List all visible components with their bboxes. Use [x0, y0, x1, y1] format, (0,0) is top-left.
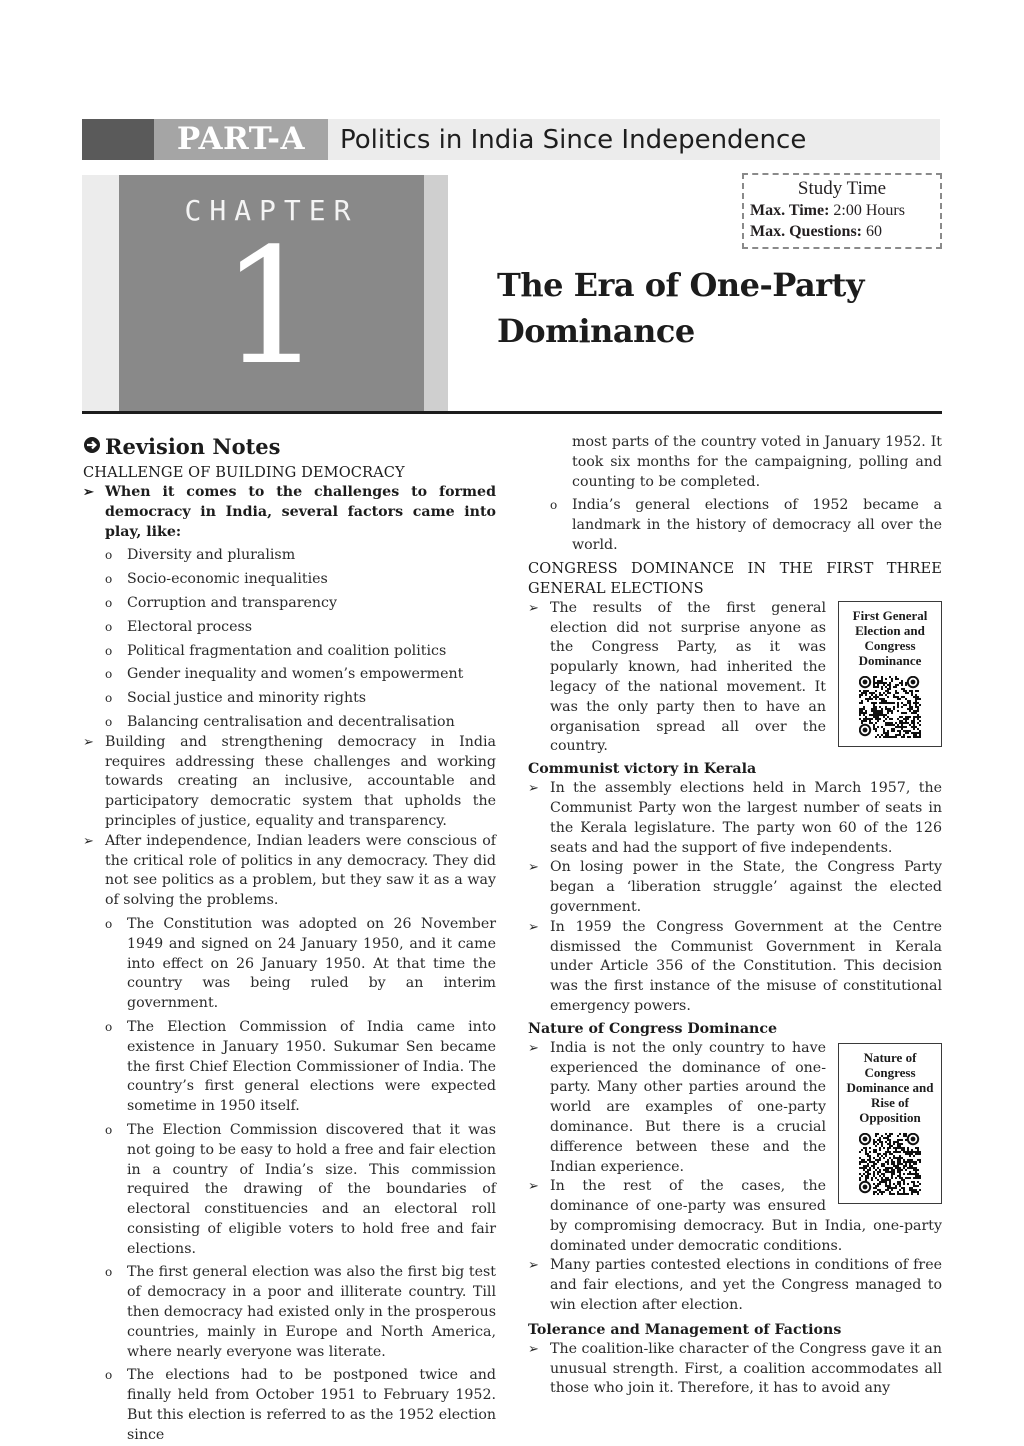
bullet-building — [83, 733, 496, 832]
sub-point-text: The elections had to be postponed twice and finally held from October 1951 to February 1952. But this election is referred to as the 1952 election since — [127, 1367, 496, 1443]
heading-factions: Tolerance and Management of Factions — [528, 1321, 842, 1338]
bullet-first-election — [528, 599, 942, 757]
circle-bullet-icon: o — [550, 498, 558, 513]
arrow-right-circle-icon — [83, 432, 101, 462]
bullet-intro — [83, 483, 496, 542]
list-item — [83, 642, 496, 662]
circle-bullet-icon: o — [105, 667, 113, 682]
circle-bullet-icon: o — [105, 1122, 113, 1137]
bullet-factions — [528, 1340, 942, 1399]
sub-point-text: India’s general elections of 1952 became a landmark in the history of democracy all over the world. — [572, 497, 942, 553]
chapter-title-line-2: Dominance — [497, 312, 695, 350]
chapter-title-line-1: The Era of One-Party — [497, 266, 864, 304]
arrow-bullet-icon: ➢ — [528, 860, 539, 876]
qr-card-title: Nature of Congress Dominance and Rise of Opposition — [846, 1049, 934, 1125]
factor-text: Political fragmentation and coalition politics — [127, 642, 447, 659]
bullet-text: In 1959 the Congress Government at the Centre dismissed the Communist Government in Kerala under Article 356 of the Constitution. This decision was the first instance of the misuse of constitutional emergency powers. — [550, 918, 942, 1014]
list-item — [83, 665, 496, 685]
heading-kerala: Communist victory in Kerala — [528, 761, 757, 778]
bullet-text: The coalition-like character of the Congress gave it an unusual strength. First, a coalition accommodates all those who join it. Therefore, it has to avoid any — [550, 1340, 942, 1397]
bullet-kerala — [528, 779, 942, 858]
max-time-value: 2:00 Hours — [833, 202, 905, 219]
nature-block — [528, 1039, 942, 1316]
circle-bullet-icon: o — [105, 572, 113, 587]
circle-bullet-icon: o — [105, 1368, 113, 1383]
revision-notes-heading — [83, 432, 496, 462]
bullet-nature — [528, 1039, 942, 1178]
bullet-text: On losing power in the State, the Congress Party began a ‘liberation struggle’ against the elected government. — [550, 859, 942, 915]
bullet-text: After independence, Indian leaders were conscious of the critical role of politics in any democracy. They did not see politics as a problem, but they saw it as a way of solving the problems. — [105, 832, 496, 909]
bullet-text: India is not the only country to have experienced the dominance of one-party. Many other parties around the world are examples of one-party dominance. But there is a crucial difference between these and the Indian experience. — [550, 1039, 826, 1175]
max-time-label: Max. Time: — [750, 202, 830, 219]
sub-point — [83, 915, 496, 1014]
arrow-bullet-icon: ➢ — [83, 485, 94, 500]
revision-notes-label: Revision Notes — [105, 434, 281, 459]
bullet-text: The results of the first general election did not surprise anyone as the Congress Party, as it was popularly known, had inherited the legacy of the national movement. It was the only party then to have an organisation spread all over the country. — [550, 599, 826, 755]
arrow-bullet-icon: ➢ — [528, 600, 539, 616]
circle-bullet-icon: o — [105, 619, 113, 634]
list-item — [83, 594, 496, 614]
heading-nature: Nature of Congress Dominance — [528, 1020, 778, 1037]
left-column — [83, 432, 496, 1446]
sub-point — [83, 1018, 496, 1117]
circle-bullet-icon: o — [105, 691, 113, 706]
right-column — [528, 433, 942, 1399]
sub-point — [83, 1263, 496, 1362]
sub-point-text: The Election Commission discovered that it was not going to be easy to hold a free and fair election in a country of India’s size. This commission required the drawing of the boundaries of electoral constituencies and an electoral roll consisting of eligible voters to hold free and fair elections. — [127, 1121, 496, 1257]
chapter-word: CHAPTER — [184, 194, 359, 227]
list-item — [83, 618, 496, 638]
continuation-text: most parts of the country voted in January 1952. It took six months for the campaigning, polling and counting to be completed. — [572, 434, 942, 490]
section-heading-congress-dominance: CONGRESS DOMINANCE IN THE FIRST THREE GENERAL ELECTIONS — [528, 559, 942, 597]
list-item — [83, 689, 496, 709]
sub-point-text: The Constitution was adopted on 26 November 1949 and signed on 24 January 1950, and it came into effect on 26 January 1950. At that time the country was being ruled by an interim government. — [127, 915, 496, 1012]
list-item — [83, 713, 496, 733]
factor-text: Socio-economic inequalities — [127, 571, 328, 588]
sub-point-text: The first general election was also the first big test of democracy in a poor and illiterate country. Till then democracy had existed only in the prosperous countries, mainly in Europe and North America, where nearly everyone was literate. — [127, 1264, 496, 1360]
arrow-bullet-icon: ➢ — [528, 1258, 539, 1274]
list-item — [83, 546, 496, 566]
bullet-nature — [528, 1177, 942, 1256]
max-questions-value: 60 — [866, 223, 882, 240]
factor-text: Electoral process — [127, 618, 253, 635]
circle-bullet-icon: o — [105, 1265, 113, 1280]
factor-text: Social justice and minority rights — [127, 690, 367, 707]
study-time-box — [742, 173, 942, 249]
study-time-title: Study Time — [797, 178, 887, 199]
header-divider — [82, 411, 942, 414]
first-election-block — [528, 599, 942, 757]
bullet-after-independence — [83, 832, 496, 911]
factor-text: Balancing centralisation and decentralisation — [127, 713, 455, 730]
circle-bullet-icon: o — [105, 714, 113, 729]
part-title: Politics in India Since Independence — [340, 125, 807, 155]
arrow-bullet-icon: ➢ — [83, 734, 94, 750]
chapter-box-edge — [424, 175, 448, 412]
chapter-number: 1 — [220, 213, 323, 400]
part-label: PART-A — [154, 119, 328, 160]
factor-text: Corruption and transparency — [127, 594, 337, 611]
bullet-kerala — [528, 858, 942, 917]
circle-bullet-icon: o — [105, 916, 113, 931]
chapter-title — [497, 262, 917, 354]
arrow-bullet-icon: ➢ — [528, 1179, 539, 1195]
bullet-text: Building and strengthening democracy in India requires addressing these challenges and working towards creating an inclusive, accountable and participatory democratic system that upholds the principles of justice, equality and transparency. — [105, 733, 496, 829]
banner-dark-block — [82, 119, 154, 160]
factor-text: Gender inequality and women’s empowerment — [127, 666, 464, 683]
factors-list — [83, 546, 496, 732]
list-item — [83, 570, 496, 590]
sub-point — [83, 1366, 496, 1445]
factor-text: Diversity and pluralism — [127, 547, 296, 564]
circle-bullet-icon: o — [105, 595, 113, 610]
circle-bullet-icon: o — [105, 1019, 113, 1034]
circle-bullet-icon: o — [105, 548, 113, 563]
bullet-text: In the rest of the cases, the dominance of one-party was ensured by compromising democracy. But in India, one-party dominated under democratic conditions. — [550, 1178, 942, 1254]
sub-point-landmark — [528, 496, 942, 555]
max-questions-label: Max. Questions: — [750, 223, 862, 240]
bullet-text: When it comes to the challenges to formed democracy in India, several factors came into play, like: — [105, 484, 496, 540]
max-questions-row — [750, 221, 940, 242]
arrow-bullet-icon: ➢ — [528, 919, 539, 935]
arrow-bullet-icon: ➢ — [528, 1341, 539, 1357]
circle-bullet-icon: o — [105, 643, 113, 658]
bullet-nature — [528, 1256, 942, 1315]
sub-point — [83, 1121, 496, 1260]
bullet-text: In the assembly elections held in March 1957, the Communist Party won the largest number of seats in the Kerala legislature. The party won 60 of the 126 seats and had the support of five independents. — [550, 780, 942, 856]
sub-point-text: The Election Commission of India came into existence in January 1950. Sukumar Sen became the first Chief Election Commissioner of India. The country’s first general elections were expected sometime in 1950 itself. — [127, 1018, 496, 1115]
part-banner — [82, 119, 940, 160]
arrow-bullet-icon: ➢ — [528, 1040, 539, 1056]
bullet-text: Many parties contested elections in conditions of free and fair elections, and yet the Congress managed to win election after election. — [550, 1257, 942, 1314]
bullet-kerala — [528, 918, 942, 1017]
max-time-row — [750, 200, 940, 221]
section-heading-challenge: CHALLENGE OF BUILDING DEMOCRACY — [83, 464, 405, 481]
arrow-bullet-icon: ➢ — [83, 833, 94, 849]
qr-card-title: First General Election and Congress Dominance — [852, 607, 928, 668]
arrow-bullet-icon: ➢ — [528, 781, 539, 797]
